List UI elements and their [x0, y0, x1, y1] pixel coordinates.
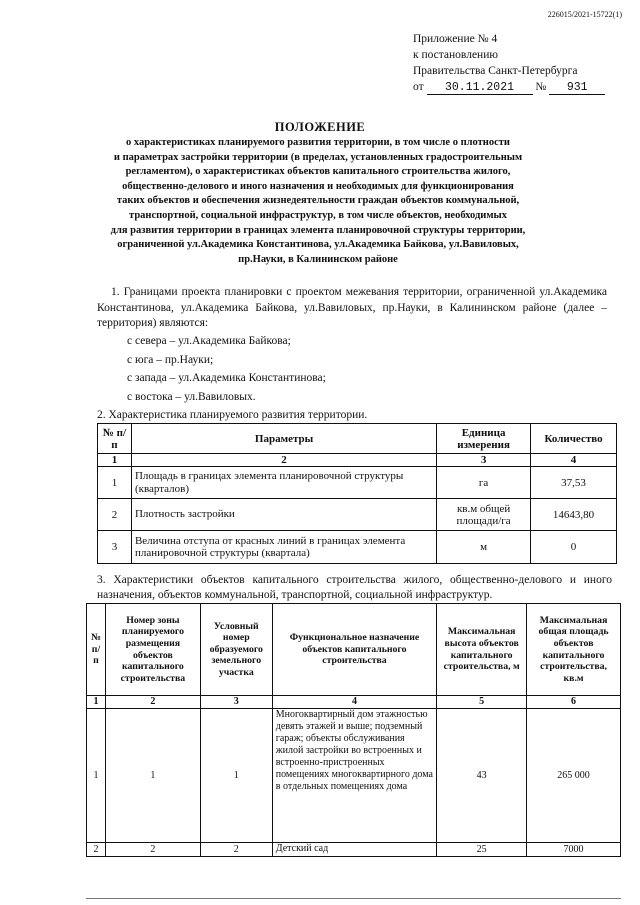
section-3-heading: 3. Характеристики объектов капитального строительства жилого, общественно-делового и иного назначения, объектов коммунальной, транспортной, социальной инфраструктур.: [97, 574, 612, 601]
subtitle-line: транспортной, социальной инфраструктур, в том числе объектов, необходимых: [129, 209, 507, 221]
cell-unit: кв.м общей площади/га: [437, 499, 531, 531]
boundary-item: с юга – пр.Науки;: [127, 353, 214, 366]
subtitle-line: общественно-делового и иного назначения и необходимых для функционирования: [122, 180, 514, 192]
cell-num: 1: [98, 467, 132, 499]
header-area: Максимальная общая площадь объектов капитального строительства, кв.м: [527, 604, 621, 696]
cell-height: 25: [437, 843, 527, 857]
colnum: 2: [105, 696, 200, 709]
cell-area: 7000: [527, 843, 621, 857]
cell-area: 265 000: [527, 709, 621, 843]
section-2-heading: 2. Характеристика планируемого развития территории.: [97, 409, 368, 421]
header-zone: Номер зоны планируемого размещения объектов капитального строительства: [105, 604, 200, 696]
annex-line-2: к постановлению: [413, 49, 498, 61]
cell-zone: 2: [105, 843, 200, 857]
colnum: 2: [131, 454, 436, 467]
cell-param: Величина отступа от красных линий в границах элемента планировочной структуры (квартала): [131, 531, 436, 564]
header-height: Максимальная высота объектов капитального строительства, м: [437, 604, 527, 696]
colnum: 1: [98, 454, 132, 467]
cell-num: 3: [98, 531, 132, 564]
territory-characteristics-table: [97, 423, 617, 564]
header-qty: Количество: [531, 424, 617, 454]
header-num: № п/п: [98, 424, 132, 454]
annex-number-label: №: [535, 81, 547, 93]
cell-qty: 0: [531, 531, 617, 564]
cell-num: 1: [87, 709, 106, 843]
cell-height: 43: [437, 709, 527, 843]
cell-unit: м: [437, 531, 531, 564]
table-row: [98, 499, 617, 531]
subtitle-line: регламентом), о характеристиках объектов капитального строительства жилого,: [125, 166, 511, 178]
table-row: [87, 843, 621, 857]
colnum: 4: [531, 454, 617, 467]
cell-plot: 1: [200, 709, 272, 843]
cell-param: Плотность застройки: [131, 499, 436, 531]
capital-construction-table: [86, 603, 621, 857]
section-1-paragraph: 1. Границами проекта планировки с проектом межевания территории, ограниченной ул.Академика Константинова, ул.Академика Байкова, ул.Вавиловых, пр.Науки, в Калининском районе (далее – территория) являются:: [97, 286, 607, 329]
header-plot: Условный номер образуемого земельного участка: [200, 604, 272, 696]
cell-plot: 2: [200, 843, 272, 857]
boundary-item: с севера – ул.Академика Байкова;: [127, 335, 291, 347]
subtitle-line: таких объектов и обеспечения жизнедеятельности граждан объектов коммунальной,: [116, 195, 520, 207]
annex-block: [413, 31, 623, 95]
table-header-row: [87, 604, 621, 696]
table-row: [98, 467, 617, 499]
subtitle-line: о характеристиках планируемого развития территории, в том числе о плотности: [126, 137, 510, 148]
document-subtitle: [88, 136, 548, 267]
subtitle-line: и параметрах застройки территории (в пределах, установленных градостроительным: [113, 151, 523, 163]
annex-date: 30.11.2021: [427, 82, 533, 95]
page-bottom-edge: [86, 898, 621, 899]
boundary-item: с запада – ул.Академика Константинова;: [127, 372, 326, 384]
cell-zone: 1: [105, 709, 200, 843]
cell-param: Площадь в границах элемента планировочной структуры (кварталов): [131, 467, 436, 499]
subtitle-line: ограниченной ул.Академика Константинова, ул.Академика Байкова, ул.Вавиловых,: [117, 239, 519, 251]
cell-purpose: Детский сад: [272, 843, 436, 857]
colnum: 5: [437, 696, 527, 709]
table-row: [87, 709, 621, 843]
cell-qty: 37,53: [531, 467, 617, 499]
annex-number: 931: [549, 82, 605, 95]
section-1-text: [97, 285, 607, 332]
document-title: ПОЛОЖЕНИЕ: [274, 120, 366, 134]
annex-from-label: от: [413, 81, 424, 93]
header-purpose: Функциональное назначение объектов капитального строительства: [272, 604, 436, 696]
annex-line-1: Приложение № 4: [413, 33, 498, 45]
annex-date-line: [413, 79, 623, 95]
colnum: 3: [437, 454, 531, 467]
cell-unit: га: [437, 467, 531, 499]
cell-purpose: Многоквартирный дом этажностью девять этажей и выше; подземный гараж; объекты обслуживания жилой застройки во встроенных и встроенно-пристроенных помещениях многоквартирного дома в отдельных помещениях дома: [272, 709, 436, 843]
colnum: 4: [272, 696, 436, 709]
colnum: 1: [87, 696, 106, 709]
column-number-row: [87, 696, 621, 709]
cell-num: 2: [87, 843, 106, 857]
column-number-row: [98, 454, 617, 467]
header-param: Параметры: [131, 424, 436, 454]
colnum: 6: [527, 696, 621, 709]
boundary-list: [127, 332, 326, 406]
subtitle-line: для развития территории в границах элемента планировочной структуры территории,: [110, 224, 526, 236]
boundary-item: с востока – ул.Вавиловых.: [127, 390, 256, 403]
colnum: 3: [200, 696, 272, 709]
cell-num: 2: [98, 499, 132, 531]
annex-line-3: Правительства Санкт-Петербурга: [413, 65, 578, 77]
table-row: [98, 531, 617, 564]
subtitle-line: пр.Науки, в Калининском районе: [238, 253, 398, 265]
header-num: № п/п: [87, 604, 106, 696]
cell-qty: 14643,80: [531, 499, 617, 531]
table-header-row: [98, 424, 617, 454]
document-number: 226015/2021-15722(1): [547, 10, 622, 19]
header-unit: Единица измерения: [437, 424, 531, 454]
